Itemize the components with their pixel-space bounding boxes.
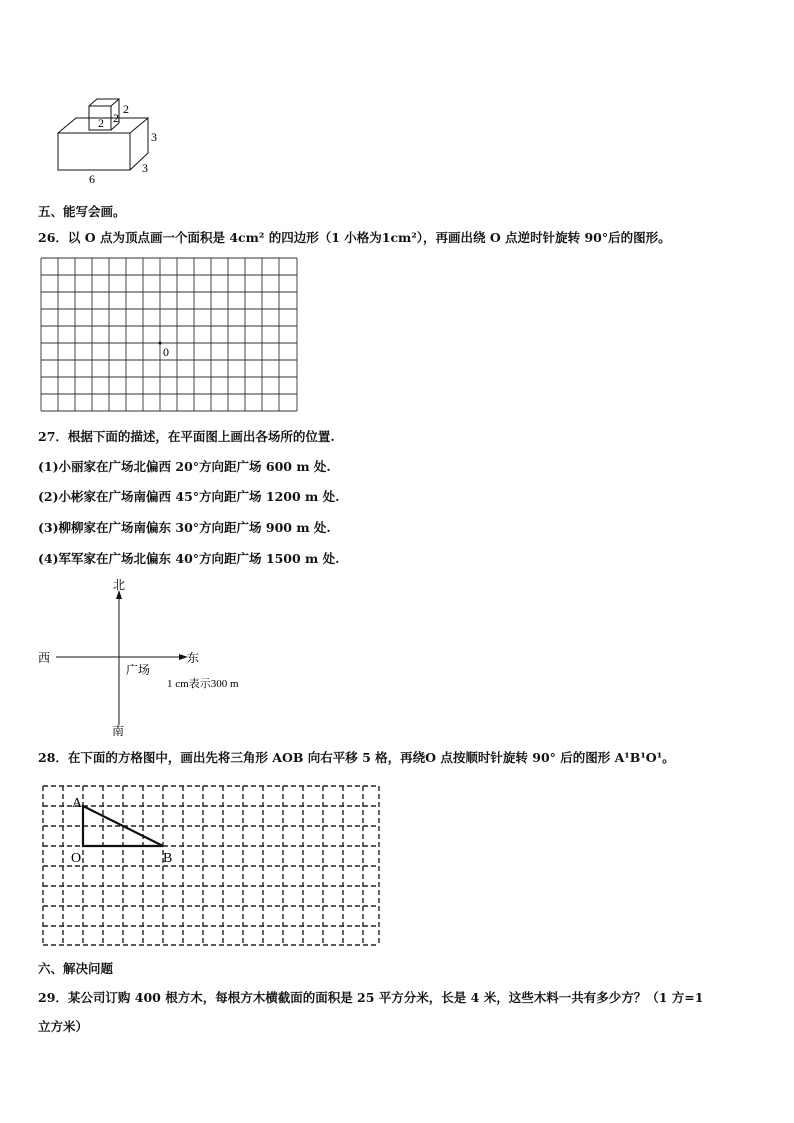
west-label: 西 [38,651,51,665]
south-label: 南 [112,724,125,738]
section-5-heading: 五、能写会画。 [38,204,126,219]
square-label: 广场 [126,663,151,677]
label-b: B [163,851,173,866]
label-o: O [71,851,82,866]
q29-line-2: 立方米） [38,1019,89,1034]
q27-item-3: (3)柳柳家在广场南偏东 30°方向距广场 900 m 处. [38,520,331,535]
east-label: 东 [187,651,200,665]
q29-line-1: 29．某公司订购 400 根方木，每根方木横截面的面积是 25 平方分米，长是 4 米，这些木料一共有多少方？（1 方=1 [38,990,704,1005]
q28-grid-svg [40,782,385,950]
q28-grid [40,782,385,950]
q26-grid-svg [40,257,300,413]
label-bottom-length: 6 [89,172,95,186]
label-bottom-depth: 3 [142,161,148,175]
north-label: 北 [113,578,126,592]
label-top-front: 2 [98,116,104,130]
label-top-right: 2 [123,102,129,116]
q28-text: 28．在下面的方格图中，画出先将三角形 AOB 向右平移 5 格，再绕O 点按顺时针旋转 90° 后的图形 A¹B¹O¹。 [38,750,675,765]
compass-diagram [30,575,270,740]
q26-text: 26．以 O 点为顶点画一个面积是 4cm² 的四边形（1 小格为1cm²），再画出绕 O 点逆时针旋转 90°后的图形。 [38,230,671,245]
compass-diagram-svg [30,575,270,740]
label-bottom-height: 3 [151,130,157,144]
cuboid-figure [40,95,180,190]
q26-grid [40,257,300,413]
cuboid-figure-svg [40,95,180,190]
scale-label: 1 cm表示300 m [167,678,239,690]
big-cuboid-front [58,133,130,170]
point-o-label: 0 [163,345,169,359]
q27-intro: 27．根据下面的描述，在平面图上画出各场所的位置. [38,429,335,444]
small-cube-top [89,99,119,106]
q27-item-1: (1)小丽家在广场北偏西 20°方向距广场 600 m 处. [38,459,331,474]
q27-item-2: (2)小彬家在广场南偏西 45°方向距广场 1200 m 处. [38,489,340,504]
label-a: A [72,796,83,811]
point-o [159,342,162,345]
section-6-heading: 六、解决问题 [38,961,114,976]
q27-item-4: (4)军军家在广场北偏东 40°方向距广场 1500 m 处. [38,551,340,566]
label-top-depth: 2 [113,111,119,125]
